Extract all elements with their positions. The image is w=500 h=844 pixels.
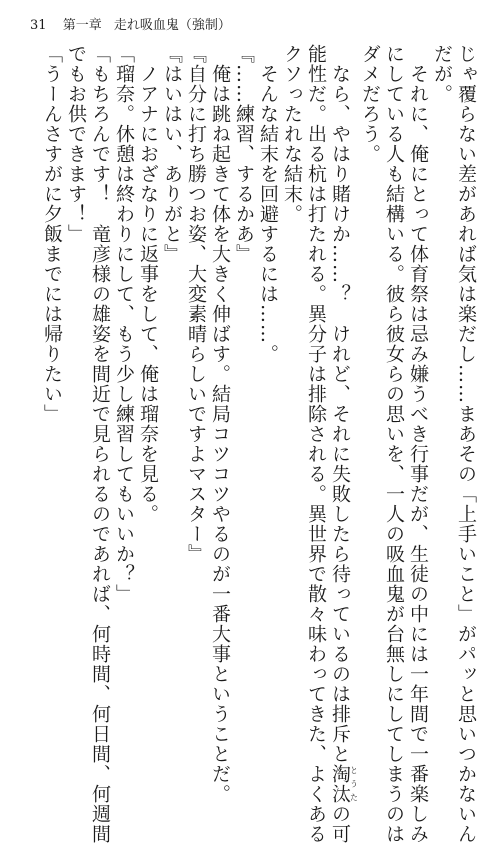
text-line: ダメだろう。: [359, 44, 381, 164]
chapter-title: 走れ吸血鬼（強制）: [113, 18, 231, 33]
running-header: [30, 14, 231, 33]
text-line: 俺は跳ね起きて体を大きく伸ばす。結局コツコツやるのが一番大事ということだ。: [209, 44, 231, 804]
text-line: 『はいはい、ありがと』: [161, 44, 183, 264]
page-number: 31: [30, 18, 47, 33]
text-line: それに、俺にとって体育祭は忌み嫌うべき行事だが、生徒の中には一年間で一番楽しみ: [407, 44, 429, 844]
text-line: じゃ覆らない差があれば気は楽だし……まあその「上手いこと」がパッと思いつかないん: [455, 44, 477, 844]
furigana-word: [329, 764, 359, 804]
text-line: 能性だ。出る杭は打たれる。異分子は排除される。異世界で散々味わってきた、よくある: [305, 44, 327, 844]
text-line: 『自分に打ち勝つお姿、大変素晴らしいですよマスター』: [185, 44, 207, 564]
text-line: 「もちろんです！ 竜彦様の雄姿を間近で見られるのであれば、何時間、何日間、何週間: [89, 44, 111, 844]
text-line: でもお供できます！」: [65, 44, 87, 244]
text-line: クソったれな結末。: [281, 44, 303, 224]
ruby-base: 淘汰: [329, 764, 351, 804]
text-line: 「瑠奈。休憩は終わりにして、もう少し練習してもいいか？」: [113, 44, 135, 604]
chapter-label: 第一章: [62, 18, 102, 33]
text-line: ノアナにおざなりに返事をして、俺は瑠奈を見る。: [137, 44, 159, 524]
text-line: 「うーんさすがに夕飯までには帰りたい」: [41, 44, 63, 424]
ruby-reading: とうた: [349, 764, 359, 804]
text-line: にしている人も結構いる。彼ら彼女らの思いを、一人の吸血鬼が台無しにしてしまうのは: [383, 44, 405, 844]
text-line: そんな結末を回避するには……。: [257, 44, 279, 364]
text-line-with-ruby: なら、やはり賭けか……？ けれど、それに失敗したら待っているのは排斥と淘汰とうたの可: [329, 44, 359, 844]
text-line: 『……練習、するかあ』: [233, 44, 255, 264]
text-line: だが。: [431, 44, 453, 104]
vertical-text-body: [20, 44, 478, 844]
